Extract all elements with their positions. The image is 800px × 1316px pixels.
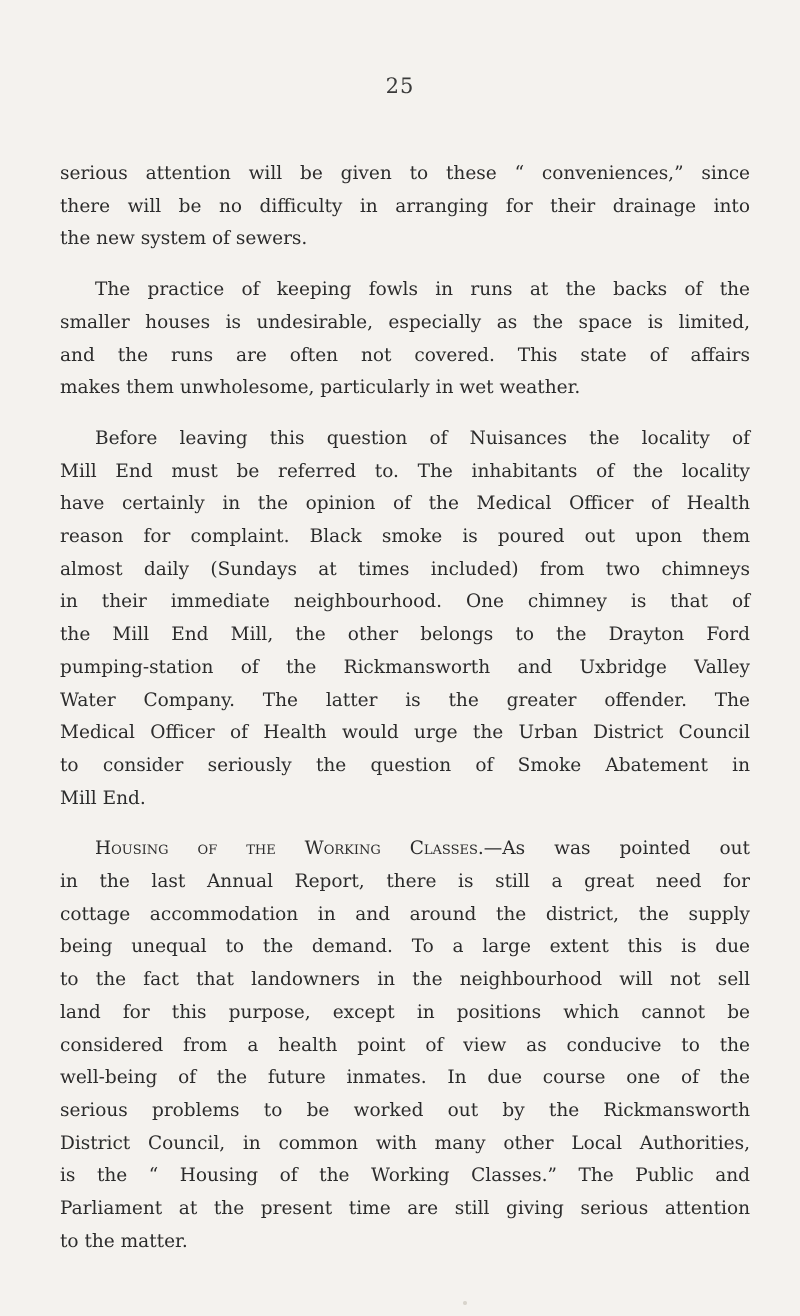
print-speck	[463, 1301, 467, 1305]
paragraph-line: serious attention will be given to these “ conveniences,” since	[60, 163, 750, 184]
paragraph-line: The practice of keeping fowls in runs at the backs of the	[95, 279, 750, 301]
paragraph-line: well-being of the future inmates. In due course one of the	[60, 1067, 750, 1089]
paragraph-housing	[60, 833, 750, 1258]
paragraph-line	[60, 833, 750, 866]
paragraph-line: have certainly in the opinion of the Medical Officer of Health	[60, 493, 750, 515]
paragraph-line: being unequal to the demand. To a large extent this is due	[60, 936, 750, 958]
paragraph-mill-end	[60, 423, 750, 815]
paragraph-line: cottage accommodation in and around the district, the supply	[60, 903, 750, 925]
paragraph-line: to consider seriously the question of Smoke Abatement in	[60, 754, 750, 776]
paragraph-line: almost daily (Sundays at times included) from two chimneys	[60, 558, 750, 580]
paragraph-conveniences	[60, 158, 750, 256]
paragraph-line: considered from a health point of view as conducive to the	[60, 1034, 750, 1056]
paragraph-line: Mill End must be referred to. The inhabitants of the locality	[60, 460, 750, 482]
paragraph-line: pumping-station of the Rickmansworth and Uxbridge Valley	[60, 656, 750, 678]
paragraph-line: Parliament at the present time are still giving serious attention	[60, 1198, 750, 1220]
paragraph-fowls	[60, 274, 750, 405]
paragraph-line: the new system of sewers.	[60, 228, 308, 250]
paragraph-line: land for this purpose, except in positions which cannot be	[60, 1001, 750, 1023]
paragraph-line: serious problems to be worked out by the Rickmansworth	[60, 1099, 750, 1121]
paragraph-line: reason for complaint. Black smoke is poured out upon them	[60, 526, 750, 548]
paragraph-line: and the runs are often not covered. This state of affairs	[60, 344, 750, 366]
paragraph-line: makes them unwholesome, particularly in wet weather.	[60, 377, 581, 399]
section-heading: Housing of the Working Classes.	[95, 838, 484, 860]
paragraph-line: the Mill End Mill, the other belongs to the Drayton Ford	[60, 624, 750, 646]
page-number: 25	[385, 74, 415, 98]
paragraph-line: District Council, in common with many other Local Authorities,	[60, 1132, 750, 1154]
paragraph-line: in their immediate neighbourhood. One chimney is that of	[60, 591, 750, 613]
paragraph-line: smaller houses is undesirable, especially as the space is limited,	[60, 311, 750, 333]
paragraph-line: Mill End.	[60, 787, 146, 809]
paragraph-line: is the “ Housing of the Working Classes.” The Public and	[60, 1165, 750, 1187]
paragraph-line: Medical Officer of Health would urge the Urban District Council	[60, 722, 750, 744]
heading-continuation: —As was pointed out	[483, 838, 750, 860]
paragraph-line: Water Company. The latter is the greater offender. The	[60, 689, 750, 711]
paragraph-line: to the fact that landowners in the neighbourhood will not sell	[60, 969, 750, 991]
paragraph-line: there will be no difficulty in arranging for their drainage into	[60, 195, 750, 217]
paragraph-line: in the last Annual Report, there is still a great need for	[60, 871, 750, 893]
body-text	[60, 158, 750, 1259]
paragraph-line: to the matter.	[60, 1230, 188, 1252]
paragraph-line: Before leaving this question of Nuisances the locality of	[95, 427, 750, 449]
